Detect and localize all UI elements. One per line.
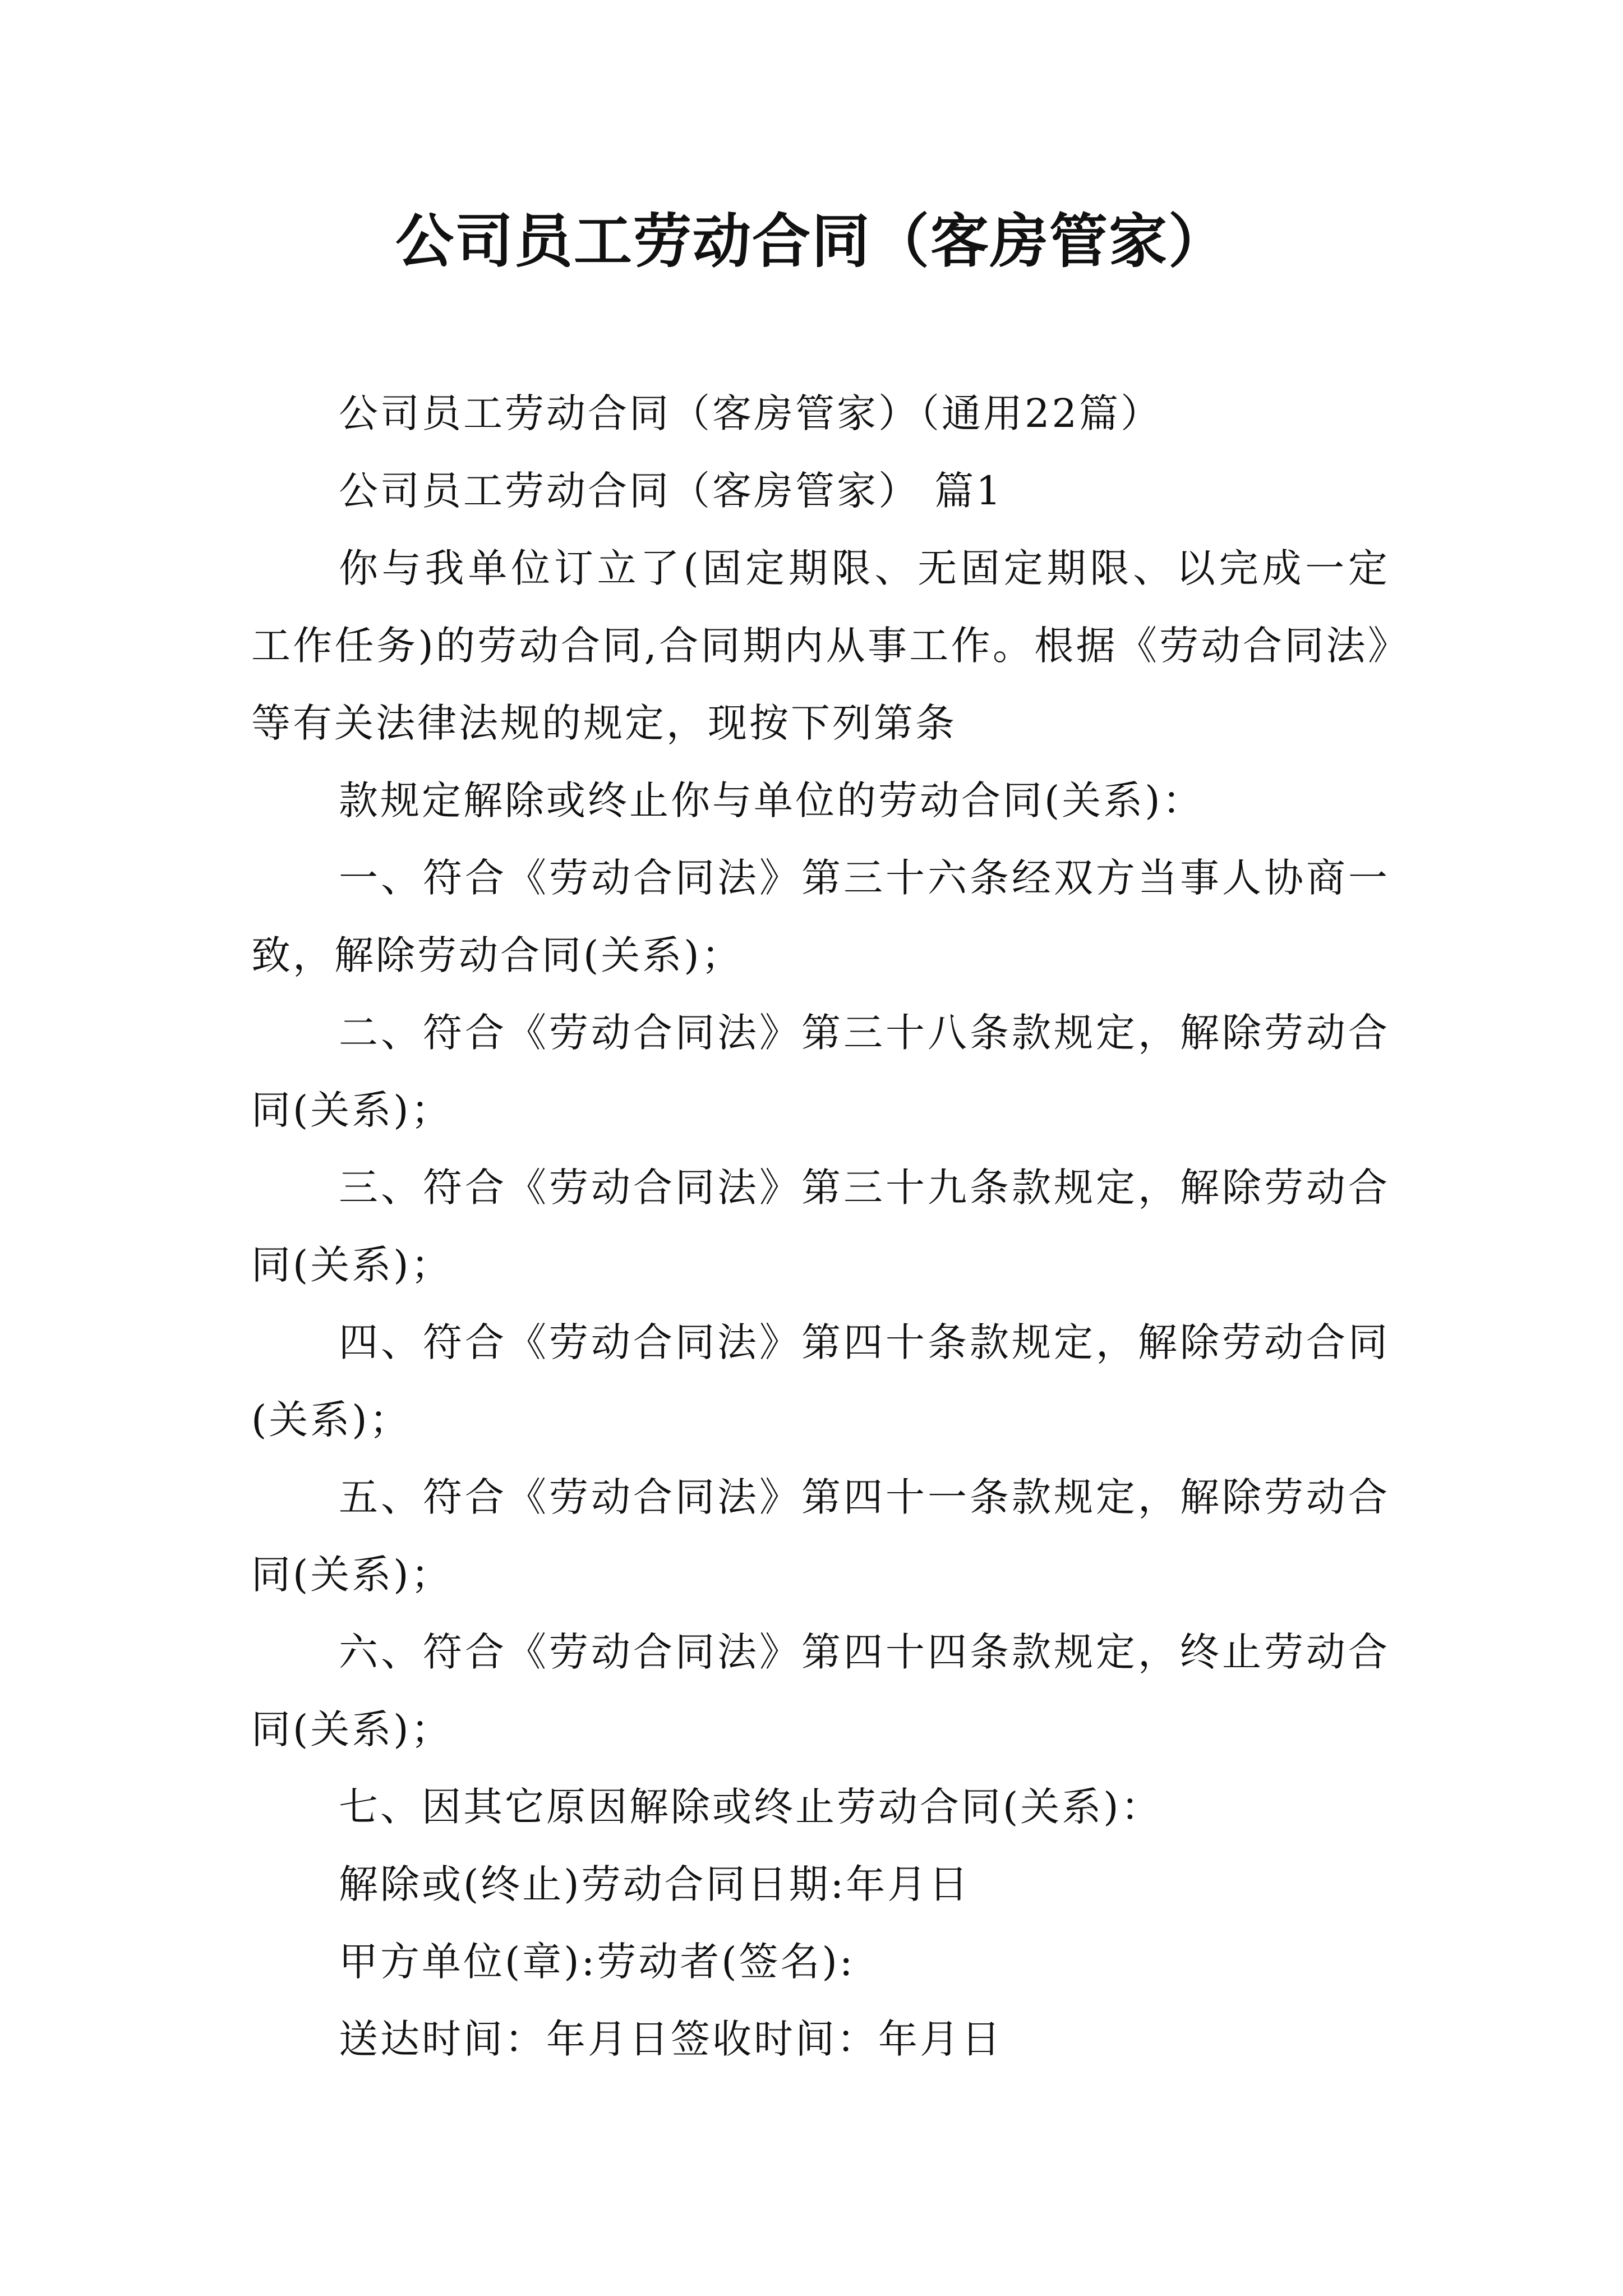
paragraph-clause-3: 三、符合《劳动合同法》第三十九条款规定，解除劳动合同(关系)；: [251, 1165, 1390, 1288]
paragraph-signatures: 甲方单位(章):劳动者(签名):: [339, 1939, 855, 1985]
paragraph-clause-4: 四、符合《劳动合同法》第四十条款规定，解除劳动合同(关系)；: [251, 1319, 1390, 1443]
paragraph-clause-2: 二、符合《劳动合同法》第三十八条款规定，解除劳动合同(关系)；: [251, 1010, 1390, 1133]
paragraph: 你与我单位订立了(固定期限、无固定期限、以完成一定工作任务)的劳动合同,合同期内从事工作。根据《劳动合同法》等有关法律法规的规定，现按下列第条: [251, 545, 1390, 746]
document-body: [251, 375, 1390, 2078]
paragraph-section-heading: 公司员工劳动合同（客房管家） 篇1: [339, 468, 1003, 514]
paragraph-delivery-time: 送达时间：年月日签收时间：年月日: [339, 2016, 1003, 2062]
paragraph-clause-6: 六、符合《劳动合同法》第四十四条款规定，终止劳动合同(关系)；: [251, 1629, 1390, 1752]
paragraph-subtitle: 公司员工劳动合同（客房管家）（通用22篇）: [339, 390, 1163, 436]
document-title: 公司员工劳动合同（客房管家）: [395, 206, 1228, 275]
paragraph: 款规定解除或终止你与单位的劳动合同(关系)：: [339, 777, 1204, 823]
paragraph-clause-7: 七、因其它原因解除或终止劳动合同(关系)：: [339, 1784, 1163, 1830]
paragraph-termination-date: 解除或(终止)劳动合同日期:年月日: [339, 1861, 971, 1907]
paragraph-clause-5: 五、符合《劳动合同法》第四十一条款规定，解除劳动合同(关系)；: [251, 1474, 1390, 1598]
paragraph-clause-1: 一、符合《劳动合同法》第三十六条经双方当事人协商一致，解除劳动合同(关系)；: [251, 855, 1390, 978]
